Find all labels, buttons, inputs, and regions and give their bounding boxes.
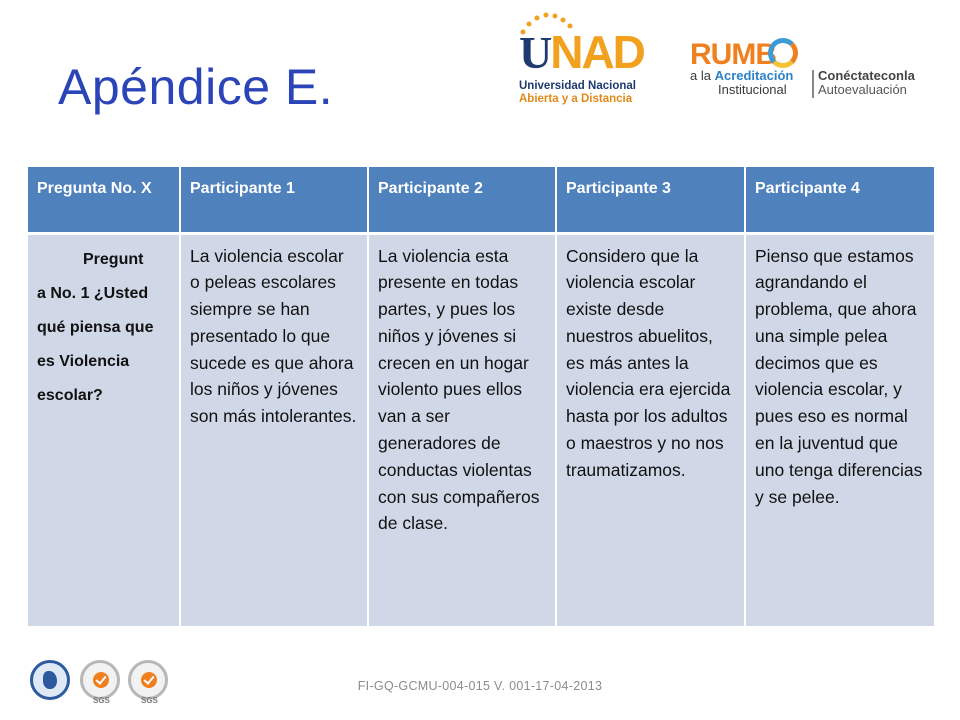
slide-title: [58, 58, 333, 116]
rumbo-autoevaluacion: Autoevaluación: [818, 82, 907, 97]
rumbo-logo: [690, 38, 940, 108]
header-participante-1: Participante 1: [180, 167, 368, 233]
rumbo-acreditacion: Acreditación: [714, 68, 794, 83]
question-cell: [28, 233, 180, 626]
answer-participante-4: Pienso que estamos agrandando el problema, que ahora una simple pelea decimos que es violencia escolar, y pues eso es normal en la juventud que uno tenga diferencias y se pelee.: [745, 233, 934, 626]
unad-letters-nad: NAD: [550, 26, 644, 78]
rumbo-conectate: Conéctateconla: [818, 68, 915, 83]
document-code: FI-GQ-GCMU-004-015 V. 001-17-04-2013: [357, 679, 603, 693]
rumbo-institucional: Institucional: [718, 82, 787, 97]
sgs-label: SGS: [93, 696, 110, 705]
slide-title-dot: .: [318, 59, 334, 115]
sgs-label: SGS: [141, 696, 158, 705]
unad-logo: [515, 10, 644, 110]
header-participante-4: Participante 4: [745, 167, 934, 233]
rumbo-divider: [812, 70, 814, 98]
unad-line2: Abierta y a Distancia: [519, 93, 633, 105]
header-pregunta: Pregunta No. X: [28, 167, 180, 233]
unad-line1: Universidad Nacional: [519, 80, 636, 92]
question-text-part2: a No. 1 ¿Usted qué piensa que es Violencia escolar?: [37, 284, 154, 404]
answer-participante-1: La violencia escolar o peleas escolares siempre se han presentado lo que sucede es que ahora los niños y jóvenes son más intolerantes.: [180, 233, 368, 626]
slide-title-text: Apéndice E: [58, 59, 319, 115]
unad-wordmark: [519, 26, 644, 79]
table-header-row: [28, 167, 934, 233]
header-participante-3: Participante 3: [556, 167, 745, 233]
header-participante-2: Participante 2: [368, 167, 556, 233]
rumbo-acreditacion-line: [690, 68, 793, 83]
unad-letter-u: U: [519, 27, 551, 78]
table-row: [28, 233, 934, 626]
rumbo-word: RUMB: [690, 38, 776, 71]
responses-table: [28, 167, 934, 626]
answer-participante-2: La violencia esta presente en todas partes, y pues los niños y jóvenes si crecen en un hogar violento pues ellos van a ser generadores de conductas violentas con sus compañeros de clase.: [368, 233, 556, 626]
rumbo-prefix: a la: [690, 68, 715, 83]
question-text-part1: Pregunt: [83, 250, 144, 268]
answer-participante-3: Considero que la violencia escolar existe desde nuestros abuelitos, es más antes la violencia era ejercida hasta por los adultos o maestros y no nos traumatizamos.: [556, 233, 745, 626]
rumbo-swirl-icon: [768, 38, 798, 68]
